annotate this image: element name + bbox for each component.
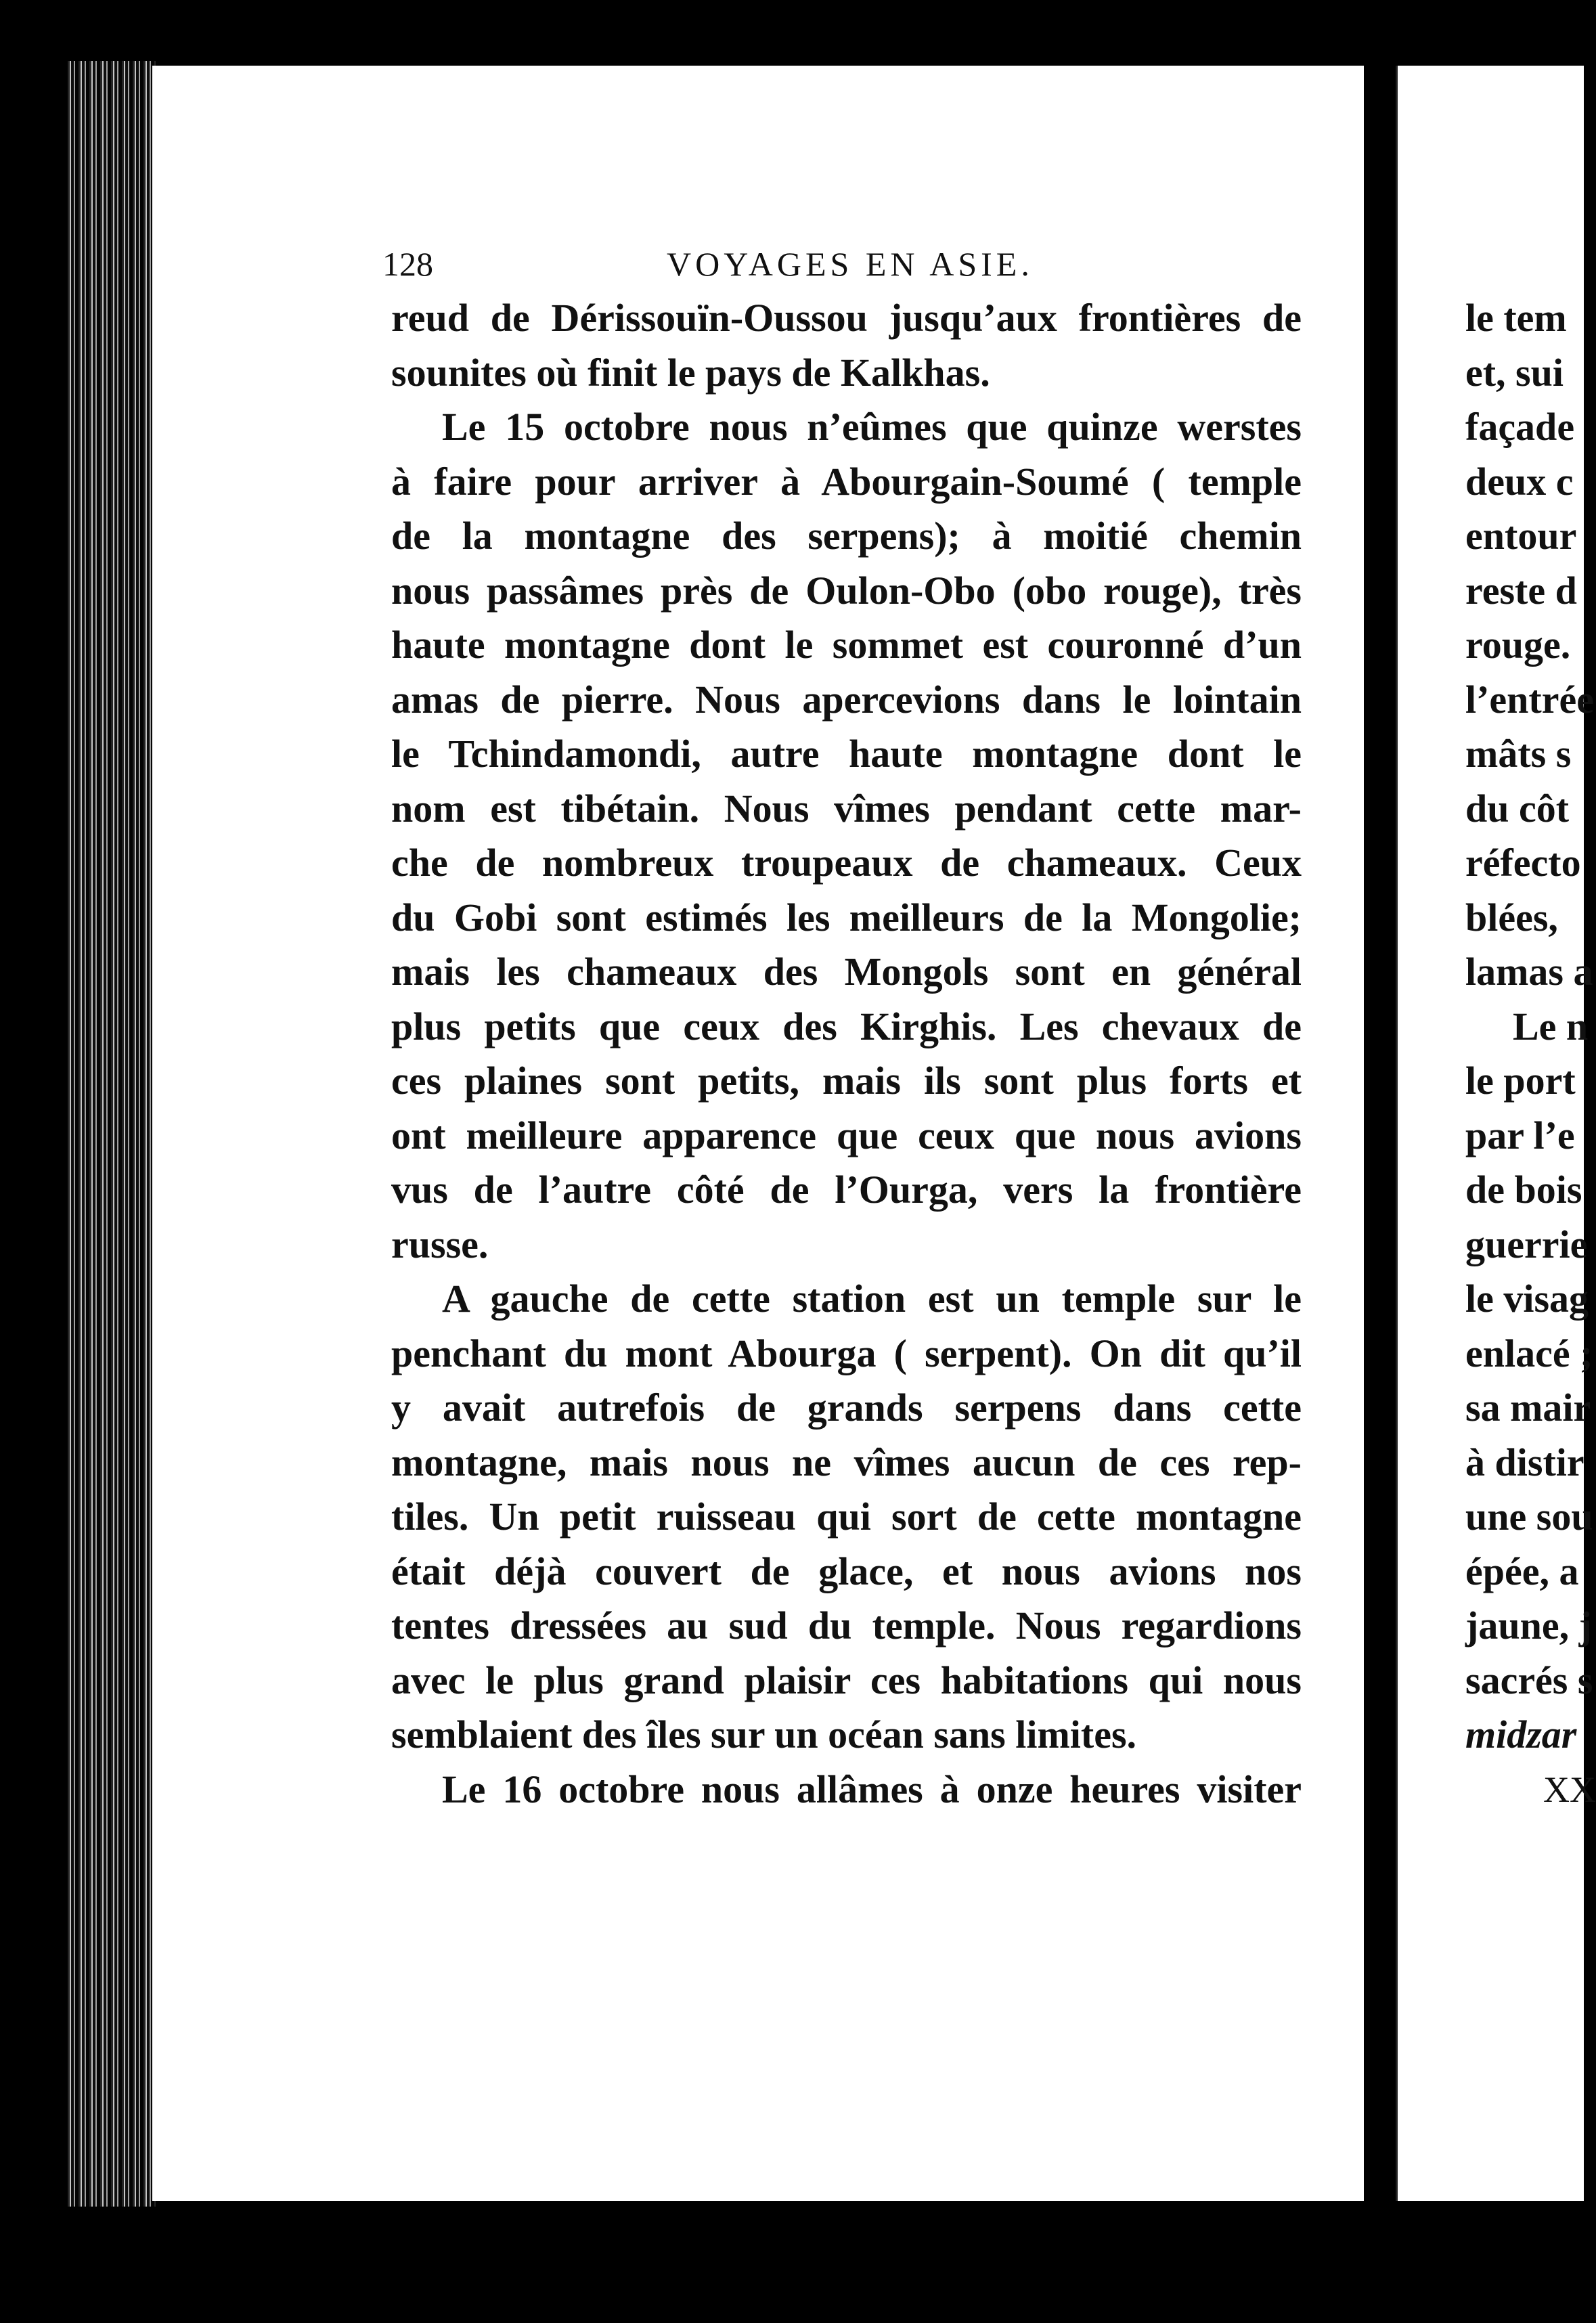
right-text-line: XX [1543,1769,1596,1810]
right-text-line: mâts s [1465,732,1572,776]
right-text-line: épée, a [1465,1549,1579,1593]
running-title: VOYAGES EN ASIE. [667,245,1034,283]
right-text-line: façade [1465,405,1575,449]
text-line: était déjà couvert de glace, et nous avions nos [391,1549,1302,1593]
text-line: le Tchindamondi, autre haute montagne dont le [391,732,1302,776]
right-text-line: le visag [1465,1277,1589,1321]
text-line: avec le plus grand plaisir ces habitations qui nous [391,1658,1302,1702]
right-text-line: enlacé ; [1465,1331,1593,1375]
text-line: à faire pour arriver à Abourgain-Soumé ( temple [391,459,1302,504]
right-text-line: guerrie [1465,1222,1588,1266]
right-text-line: réfecto [1465,841,1581,885]
left-page-body [391,291,1302,1817]
book-binding-gutter [68,61,156,2207]
text-line: Le 15 octobre nous n’eûmes que quinze werstes [442,405,1302,449]
text-line: haute montagne dont le sommet est couronné d’un [391,623,1302,667]
text-line: tiles. Un petit ruisseau qui sort de cette montagne [391,1495,1302,1539]
text-line: nom est tibétain. Nous vîmes pendant cette mar- [391,786,1302,831]
text-line: A gauche de cette station est un temple sur le [442,1277,1302,1321]
text-line: du Gobi sont estimés les meilleurs de la Mongolie; [391,895,1302,939]
right-text-line: le tem [1465,296,1567,340]
text-line: semblaient des îles sur un océan sans limites. [391,1712,1137,1756]
text-line: reud de Dérissouïn-Oussou jusqu’aux frontières de [391,296,1302,340]
right-text-line: et, sui [1465,350,1564,395]
text-line: y avait autrefois de grands serpens dans cette [391,1386,1302,1430]
text-line: tentes dressées au sud du temple. Nous regardions [391,1603,1302,1647]
text-line: plus petits que ceux des Kirghis. Les chevaux de [391,1004,1302,1048]
right-text-line: du côt [1465,786,1570,831]
right-text-line: l’entrée [1465,677,1594,722]
right-text-line: le port [1465,1059,1576,1103]
text-line: nous passâmes près de Oulon-Obo (obo rouge), très [391,568,1302,613]
text-line: ont meilleure apparence que ceux que nous avions [391,1113,1302,1157]
text-line: mais les chameaux des Mongols sont en général [391,950,1302,994]
right-text-line: deux c [1465,459,1574,504]
right-text-line: blées, [1465,895,1558,939]
right-text-line: rouge. [1465,623,1571,667]
text-line: ces plaines sont petits, mais ils sont plus forts et [391,1059,1302,1103]
right-page-body [1465,291,1596,1817]
right-text-line: de bois [1465,1168,1582,1212]
right-text-line: entour [1465,514,1577,558]
text-line: de la montagne des serpens); à moitié chemin [391,514,1302,558]
text-line: vus de l’autre côté de l’Ourga, vers la frontière [391,1168,1302,1212]
right-text-line: par l’e [1465,1113,1575,1157]
right-text-line: à distir [1465,1440,1584,1484]
right-text-line: lamas a [1465,950,1593,994]
right-text-line: une sou [1465,1495,1593,1539]
text-line: russe. [391,1222,489,1266]
page-number: 128 [382,245,433,283]
text-line: Le 16 octobre nous allâmes à onze heures visiter [442,1767,1302,1811]
text-line: che de nombreux troupeaux de chameaux. Ceux [391,841,1302,885]
text-line: montagne, mais nous ne vîmes aucun de ces rep- [391,1440,1302,1484]
text-line: amas de pierre. Nous apercevions dans le lointain [391,677,1302,722]
page-header [382,240,1316,288]
right-text-line: sa mair [1465,1386,1591,1430]
right-text-line: reste d [1465,568,1577,613]
right-text-line: midzar [1465,1712,1577,1756]
right-text-line: Le n [1513,1004,1589,1048]
right-text-line: jaune, j [1465,1603,1592,1647]
text-line: sounites où finit le pays de Kalkhas. [391,350,990,395]
text-line: penchant du mont Abourga ( serpent). On dit qu’il [391,1331,1302,1375]
right-text-line: sacrés s [1465,1658,1593,1702]
